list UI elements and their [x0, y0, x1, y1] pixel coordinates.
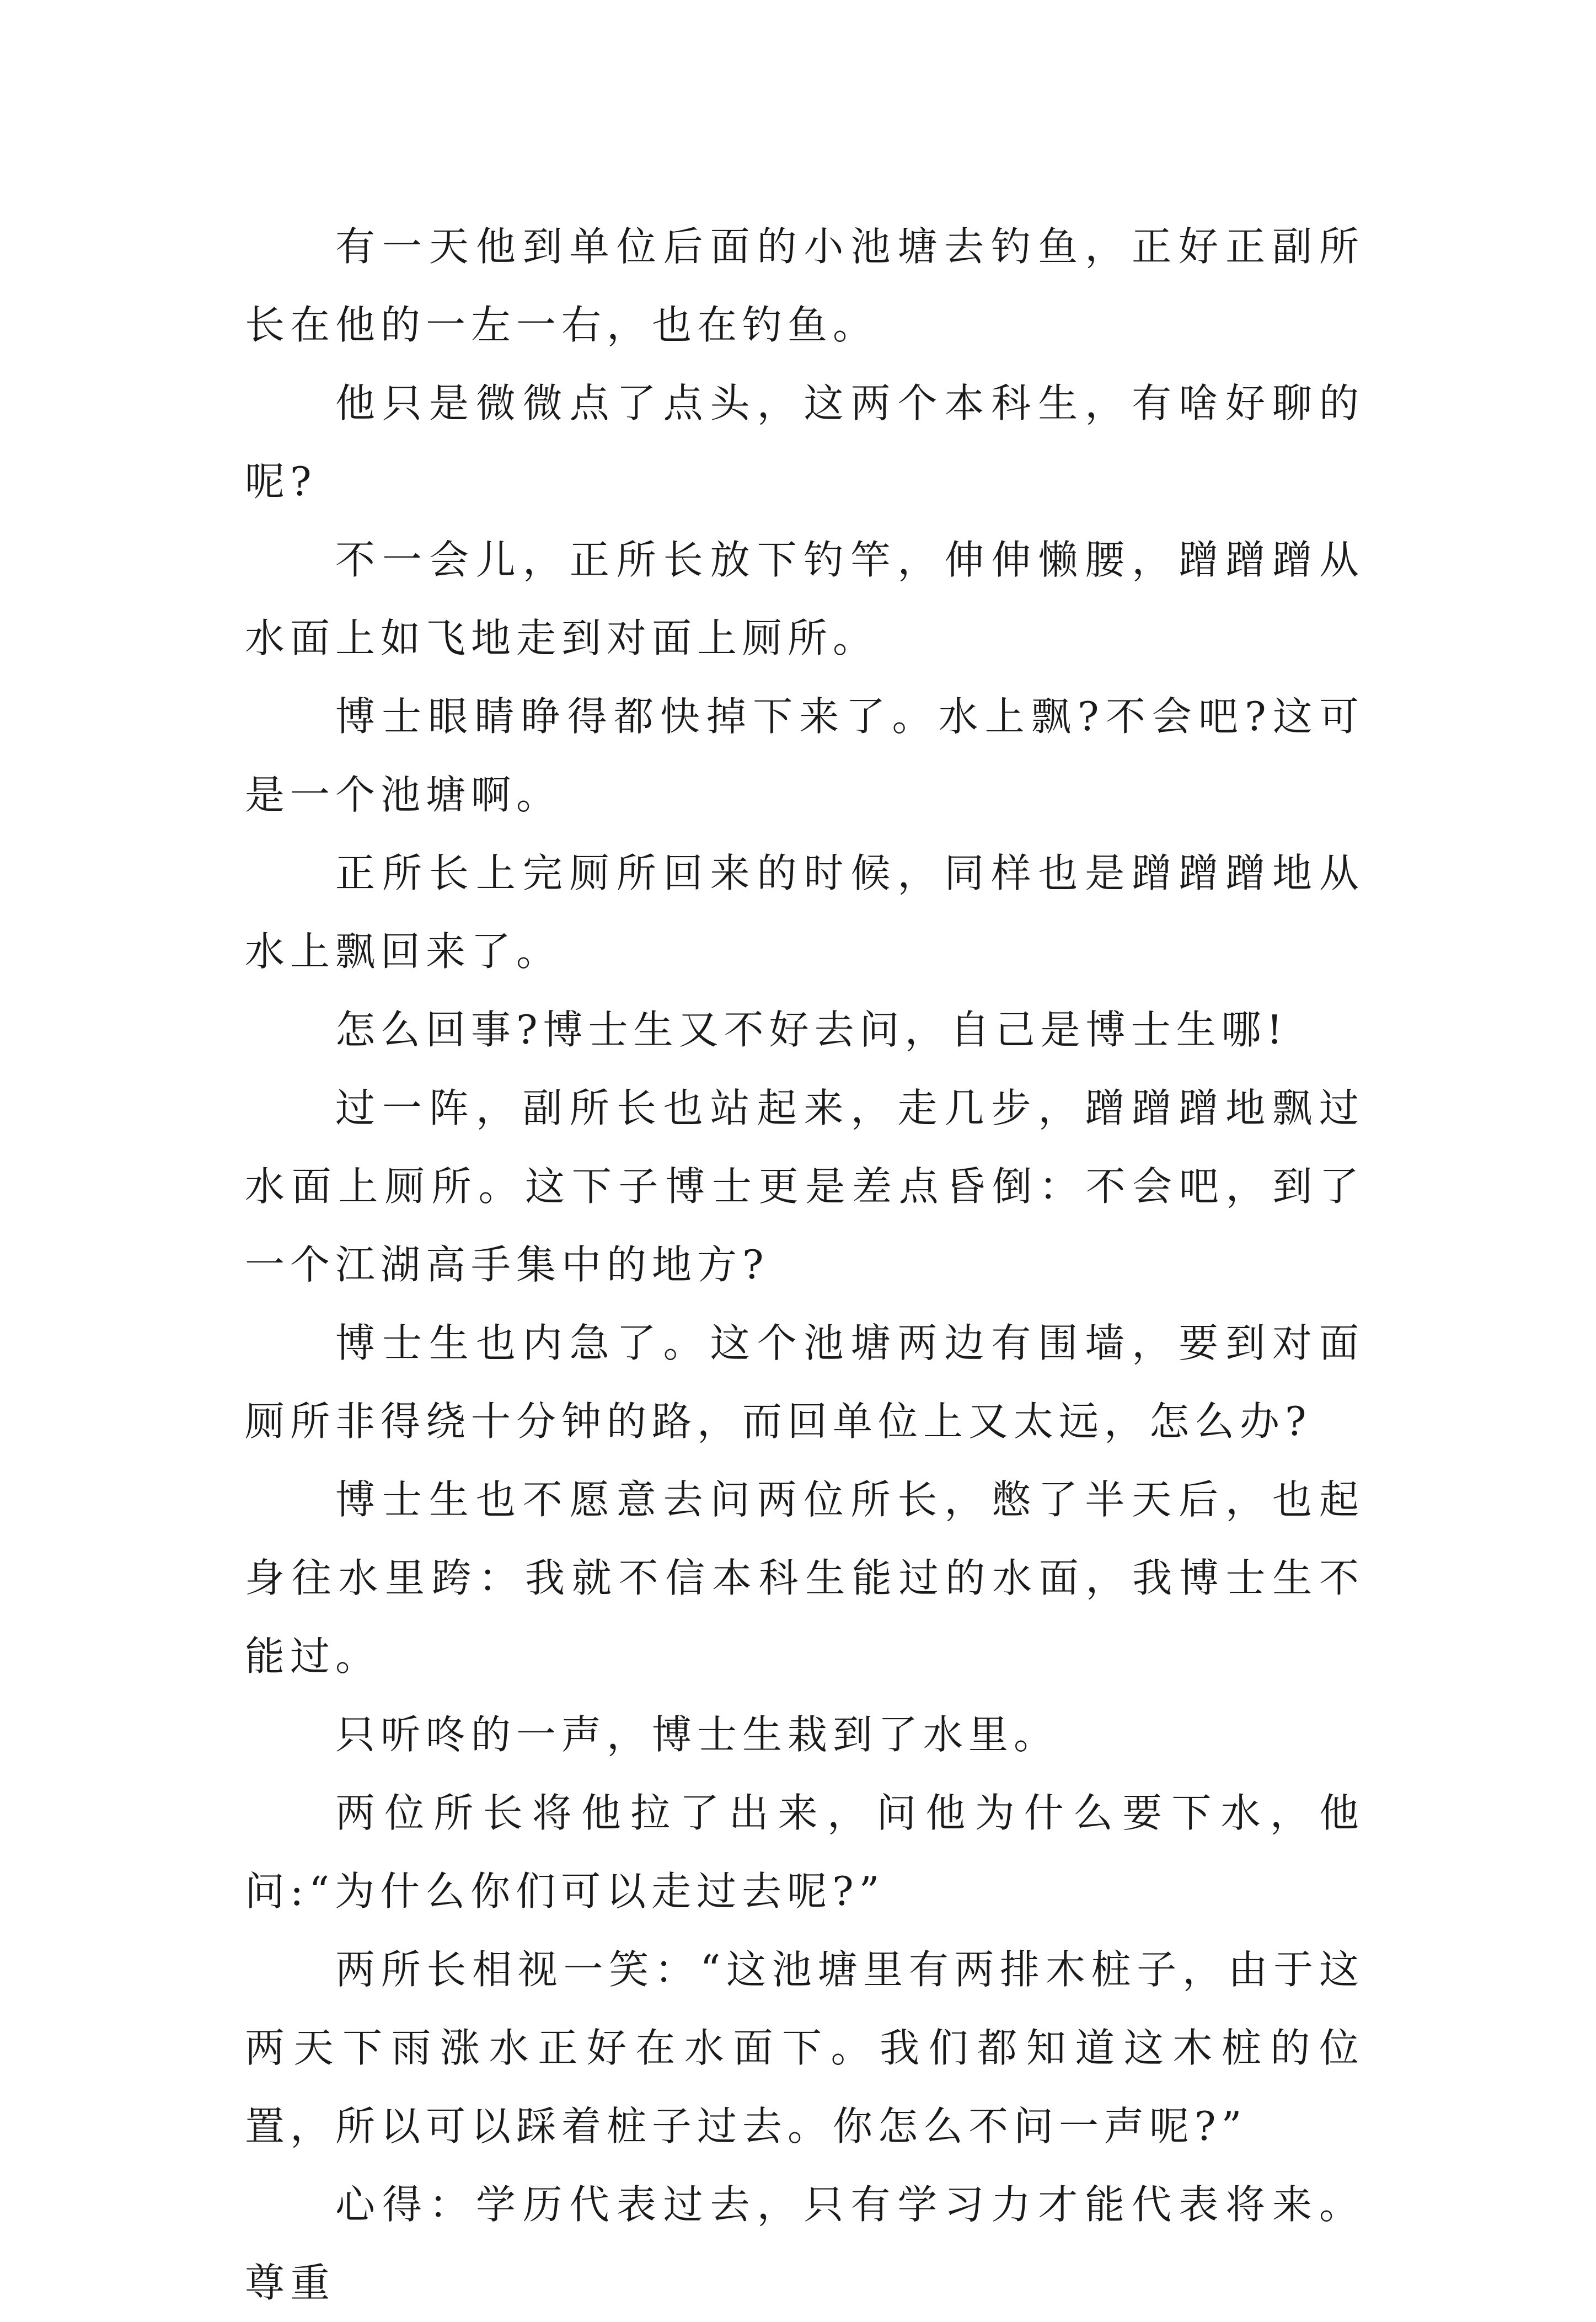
paragraph-2: 他只是微微点了点头，这两个本科生，有啥好聊的呢? — [245, 380, 1364, 505]
paragraph-12: 两所长相视一笑：“这池塘里有两排木桩子，由于这两天下雨涨水正好在水面下。我们都知道这木桩的位置，所以可以踩着桩子过去。你怎么不问一声呢?” — [245, 1946, 1364, 2149]
paragraph-7: 过一阵，副所长也站起来，走几步，蹭蹭蹭地飘过水面上厕所。这下子博士更是差点昏倒：不会吧，到了一个江湖高手集中的地方? — [245, 1085, 1364, 1288]
paragraph-9: 博士生也不愿意去问两位所长，憋了半天后，也起身往水里跨：我就不信本科生能过的水面，我博士生不能过。 — [245, 1476, 1364, 1679]
body-text — [245, 207, 1364, 2322]
paragraph-13: 心得：学历代表过去，只有学习力才能代表将来。尊重 — [245, 2181, 1364, 2306]
paragraph-8: 博士生也内急了。这个池塘两边有围墙，要到对面厕所非得绕十分钟的路，而回单位上又太远，怎么办? — [245, 1320, 1364, 1444]
paragraph-3: 不一会儿，正所长放下钓竿，伸伸懒腰，蹭蹭蹭从水面上如飞地走到对面上厕所。 — [245, 537, 1364, 661]
paragraph-1: 有一天他到单位后面的小池塘去钓鱼，正好正副所长在他的一左一右，也在钓鱼。 — [245, 223, 1364, 348]
paragraph-5: 正所长上完厕所回来的时候，同样也是蹭蹭蹭地从水上飘回来了。 — [245, 850, 1364, 975]
paragraph-11: 两位所长将他拉了出来，问他为什么要下水，他问:“为什么你们可以走过去呢?” — [245, 1790, 1364, 1914]
paragraph-6: 怎么回事?博士生又不好去问，自己是博士生哪! — [335, 1007, 1288, 1053]
paragraph-4: 博士眼睛睁得都快掉下来了。水上飘?不会吧?这可是一个池塘啊。 — [245, 693, 1364, 818]
paragraph-10: 只听咚的一声，博士生栽到了水里。 — [335, 1711, 1059, 1758]
